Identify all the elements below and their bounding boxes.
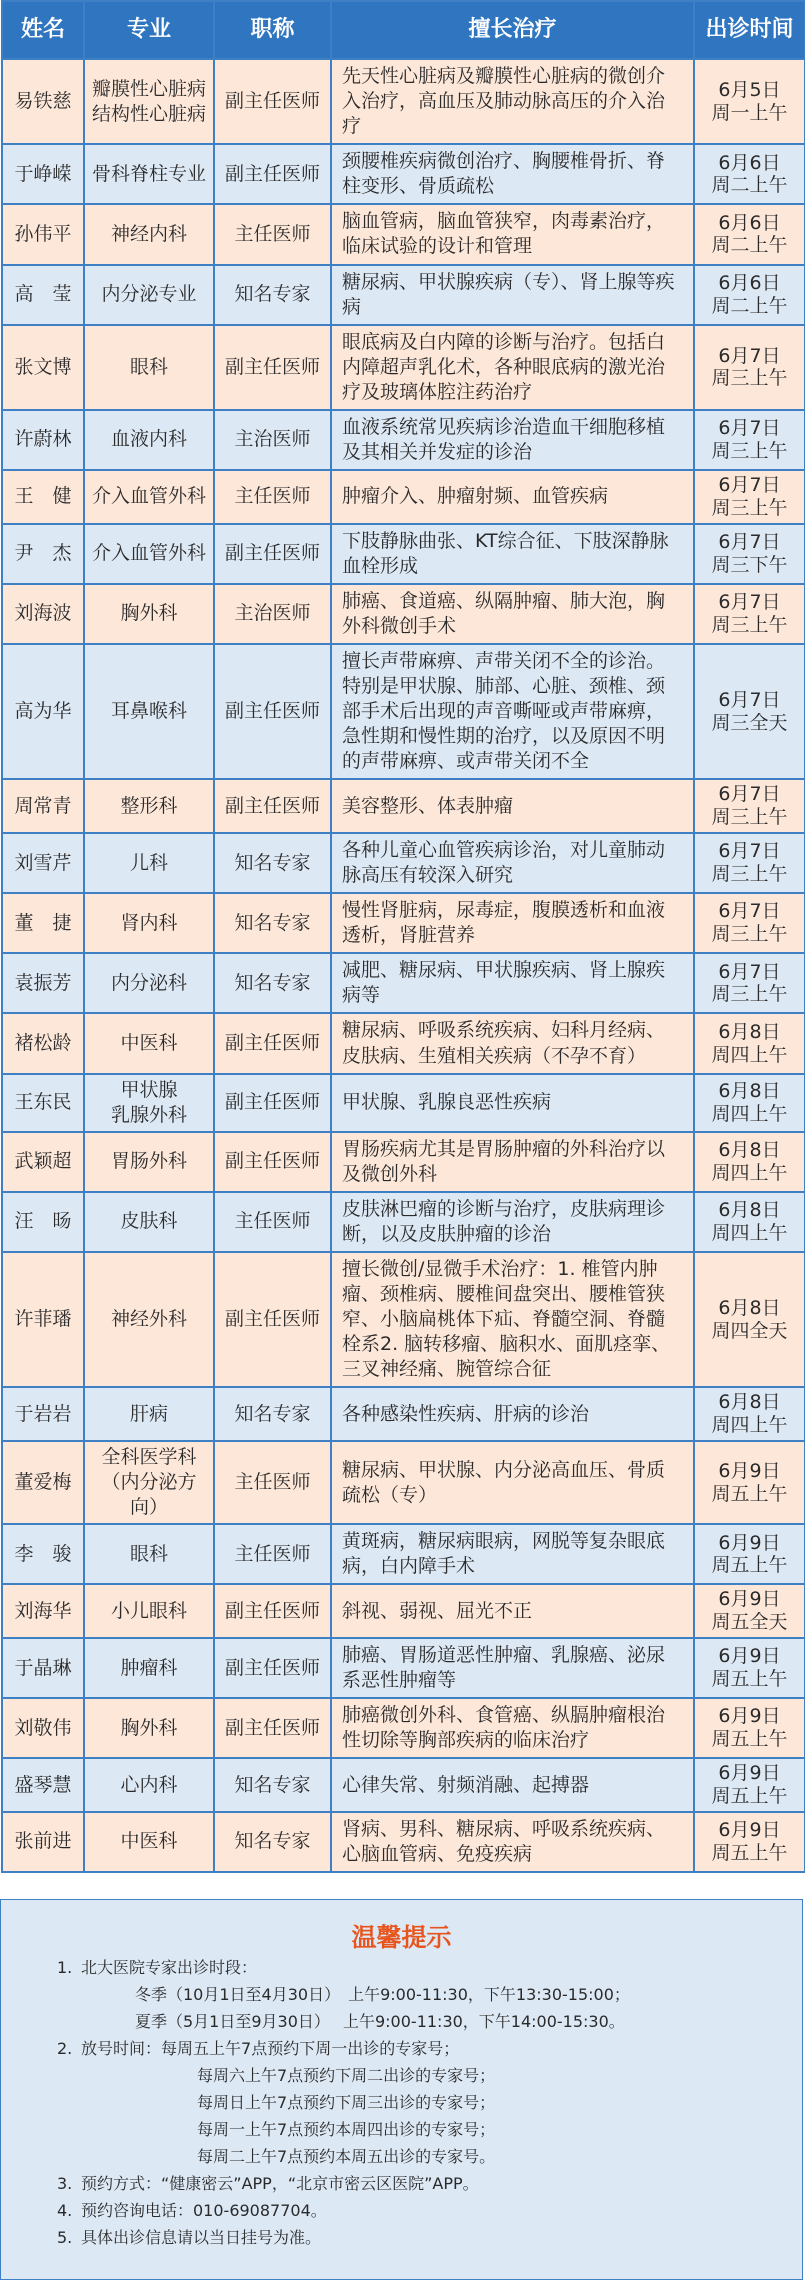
clinic-time: [694, 1584, 805, 1638]
clinic-session: 周五上午: [711, 1482, 788, 1505]
tip-item-3: [1, 2170, 802, 2197]
clinic-date: 6月7日: [718, 783, 781, 806]
doctor-name: 董爱梅: [2, 1441, 84, 1524]
doctor-department: [84, 144, 214, 204]
doctor-title: 副主任医师: [214, 1698, 331, 1758]
doctor-name: 于岩岩: [2, 1387, 84, 1441]
doctor-department: [84, 1387, 214, 1441]
doctor-title: 副主任医师: [214, 325, 331, 410]
table-row: [2, 410, 805, 470]
doctor-title: 知名专家: [214, 1812, 331, 1872]
doctor-specialty: 血液系统常见疾病诊治造血干细胞移植及其相关并发症的诊治: [331, 410, 694, 470]
department-line: 眼科: [129, 355, 168, 378]
doctor-specialty: 下肢静脉曲张、KT综合征、下肢深静脉血栓形成: [331, 524, 694, 584]
doctor-department: [84, 1074, 214, 1132]
doctor-title: 副主任医师: [214, 59, 331, 144]
tip-number: 4.: [57, 2201, 73, 2220]
department-line: （内分泌方向）: [101, 1471, 197, 1519]
doctor-specialty: 肿瘤介入、肿瘤射频、血管疾病: [331, 470, 694, 524]
clinic-session: 周五上午: [711, 1668, 788, 1691]
doctor-department: [84, 644, 214, 779]
doctor-title: 副主任医师: [214, 524, 331, 584]
doctor-specialty: 斜视、弱视、屈光不正: [331, 1584, 694, 1638]
doctor-specialty: 慢性肾脏病，尿毒症，腹膜透析和血液透析，肾脏营养: [331, 893, 694, 953]
doctor-department: [84, 410, 214, 470]
doctor-title: 知名专家: [214, 833, 331, 893]
clinic-session: 周三上午: [711, 863, 788, 886]
clinic-date: 6月5日: [718, 78, 781, 101]
doctor-name: 刘海波: [2, 584, 84, 644]
doctor-name: 汪 旸: [2, 1192, 84, 1252]
doctor-title: 副主任医师: [214, 1638, 331, 1698]
doctor-name: 刘海华: [2, 1584, 84, 1638]
doctor-title: 副主任医师: [214, 1584, 331, 1638]
table-row: [2, 1132, 805, 1192]
doctor-department: [84, 1584, 214, 1638]
department-line: 内分泌专业: [101, 283, 197, 306]
table-row: [2, 1758, 805, 1812]
department-line: 骨科脊柱专业: [91, 162, 206, 185]
table-row: [2, 1812, 805, 1872]
tip-number: 5.: [57, 2228, 73, 2247]
clinic-date: 6月7日: [718, 900, 781, 923]
doctor-department: [84, 1698, 214, 1758]
department-line: 肾内科: [120, 911, 178, 934]
table-row: [2, 325, 805, 410]
table-row: [2, 1192, 805, 1252]
doctor-department: [84, 584, 214, 644]
clinic-session: 周五上午: [711, 1785, 788, 1808]
doctor-title: 副主任医师: [214, 779, 331, 833]
header-title: 职称: [214, 1, 331, 59]
clinic-date: 6月9日: [718, 1705, 781, 1728]
tip-release-line: 每周二上午7点预约本周五出诊的专家号。: [197, 2147, 496, 2166]
tip-item-1: [1, 1954, 802, 1981]
clinic-date: 6月8日: [718, 1391, 781, 1414]
clinic-time: [694, 1638, 805, 1698]
doctor-schedule-table: [1, 0, 805, 1873]
table-row: [2, 524, 805, 584]
doctor-name: 孙伟平: [2, 204, 84, 264]
department-line: 神经内科: [110, 222, 187, 245]
table-row: [2, 644, 805, 779]
doctor-name: 刘雪芹: [2, 833, 84, 893]
doctor-specialty: 心律失常、射频消融、起搏器: [331, 1758, 694, 1812]
clinic-date: 6月7日: [718, 474, 781, 497]
doctor-department: [84, 1252, 214, 1387]
doctor-name: 许菲璠: [2, 1252, 84, 1387]
department-line: 耳鼻喉科: [110, 700, 187, 723]
table-row: [2, 833, 805, 893]
table-row: [2, 470, 805, 524]
doctor-name: 高 莹: [2, 265, 84, 325]
clinic-time: [694, 410, 805, 470]
doctor-department: [84, 524, 214, 584]
clinic-date: 6月8日: [718, 1139, 781, 1162]
table-row: [2, 1387, 805, 1441]
tip-release-line: 每周六上午7点预约下周二出诊的专家号；: [197, 2066, 496, 2085]
doctor-department: [84, 1524, 214, 1584]
clinic-session: 周四上午: [711, 1414, 788, 1437]
clinic-date: 6月7日: [718, 960, 781, 983]
table-row: [2, 1074, 805, 1132]
clinic-time: [694, 1132, 805, 1192]
clinic-time: [694, 1074, 805, 1132]
doctor-name: 王东民: [2, 1074, 84, 1132]
doctor-title: 副主任医师: [214, 144, 331, 204]
table-row: [2, 204, 805, 264]
clinic-time: [694, 1698, 805, 1758]
tips-list: [1, 1954, 802, 2251]
table-row: [2, 1524, 805, 1584]
tip-item-2: [1, 2035, 802, 2062]
department-line: 儿科: [129, 851, 168, 874]
doctor-department: [84, 833, 214, 893]
table-row: [2, 953, 805, 1013]
department-line: 结构性心脏病: [91, 102, 206, 125]
clinic-date: 6月9日: [718, 1588, 781, 1611]
doctor-department: [84, 204, 214, 264]
doctor-title: 主任医师: [214, 1441, 331, 1524]
table-row: [2, 779, 805, 833]
doctor-department: [84, 1758, 214, 1812]
clinic-date: 6月8日: [718, 1296, 781, 1319]
doctor-specialty: 擅长微创/显微手术治疗：1. 椎管内肿瘤、颈椎病、腰椎间盘突出、腰椎管狭窄、小脑扁桃体下疝、脊髓空洞、脊髓栓系2. 脑转移瘤、脑积水、面肌痉挛、三叉神经痛、腕管综合征: [331, 1252, 694, 1387]
table-row: [2, 1698, 805, 1758]
tip-item-5: [1, 2224, 802, 2251]
doctor-title: 副主任医师: [214, 1132, 331, 1192]
clinic-session: 周一上午: [711, 101, 788, 124]
tip-text: 预约咨询电话：010-69087704。: [81, 2201, 327, 2220]
doctor-name: 王 健: [2, 470, 84, 524]
doctor-title: 主治医师: [214, 584, 331, 644]
doctor-specialty: 甲状腺、乳腺良恶性疾病: [331, 1074, 694, 1132]
department-line: 神经外科: [110, 1308, 187, 1331]
doctor-title: 副主任医师: [214, 1074, 331, 1132]
department-line: 心内科: [120, 1773, 178, 1796]
clinic-date: 6月9日: [718, 1459, 781, 1482]
clinic-time: [694, 1013, 805, 1073]
clinic-time: [694, 1524, 805, 1584]
clinic-time: [694, 1252, 805, 1387]
clinic-date: 6月7日: [718, 840, 781, 863]
doctor-name: 高为华: [2, 644, 84, 779]
doctor-title: 主任医师: [214, 1192, 331, 1252]
tip-summer-hours: 夏季（5月1日至9月30日） 上午9:00-11:30，下午14:00-15:30。: [135, 2012, 625, 2031]
doctor-department: [84, 1638, 214, 1698]
doctor-department: [84, 265, 214, 325]
tip-release-line: 每周一上午7点预约本周四出诊的专家号；: [197, 2120, 496, 2139]
department-line: 肝病: [129, 1402, 168, 1425]
department-line: 皮肤科: [120, 1210, 178, 1233]
clinic-time: [694, 1812, 805, 1872]
doctor-name: 董 捷: [2, 893, 84, 953]
table-row: [2, 265, 805, 325]
clinic-session: 周二上午: [711, 174, 788, 197]
clinic-time: [694, 1192, 805, 1252]
clinic-date: 6月7日: [718, 344, 781, 367]
doctor-specialty: 美容整形、体表肿瘤: [331, 779, 694, 833]
doctor-specialty: 肺癌、胃肠道恶性肿瘤、乳腺癌、泌尿系恶性肿瘤等: [331, 1638, 694, 1698]
doctor-specialty: 眼底病及白内障的诊断与治疗。包括白内障超声乳化术，各种眼底病的激光治疗及玻璃体腔注药治疗: [331, 325, 694, 410]
clinic-session: 周三全天: [711, 711, 788, 734]
table-header-row: [2, 1, 805, 59]
department-line: 小儿眼科: [110, 1599, 187, 1622]
clinic-session: 周三上午: [711, 367, 788, 390]
doctor-department: [84, 470, 214, 524]
clinic-date: 6月8日: [718, 1020, 781, 1043]
doctor-name: 张前进: [2, 1812, 84, 1872]
tip-item-4: [1, 2197, 802, 2224]
doctor-specialty: 肺癌微创外科、食管癌、纵膈肿瘤根治性切除等胸部疾病的临床治疗: [331, 1698, 694, 1758]
clinic-time: [694, 265, 805, 325]
table-row: [2, 1584, 805, 1638]
clinic-date: 6月6日: [718, 151, 781, 174]
header-specialty: 擅长治疗: [331, 1, 694, 59]
clinic-session: 周三上午: [711, 440, 788, 463]
clinic-session: 周四上午: [711, 1102, 788, 1125]
header-name: 姓名: [2, 1, 84, 59]
table-row: [2, 144, 805, 204]
clinic-date: 6月7日: [718, 530, 781, 553]
table-row: [2, 1252, 805, 1387]
doctor-name: 盛琴慧: [2, 1758, 84, 1812]
clinic-date: 6月6日: [718, 271, 781, 294]
doctor-title: 知名专家: [214, 265, 331, 325]
doctor-department: [84, 325, 214, 410]
clinic-time: [694, 893, 805, 953]
tip-number: 2.: [57, 2039, 73, 2058]
doctor-title: 副主任医师: [214, 1252, 331, 1387]
department-line: 介入血管外科: [91, 485, 206, 508]
department-line: 瓣膜性心脏病: [91, 77, 206, 100]
doctor-name: 褚松龄: [2, 1013, 84, 1073]
doctor-name: 周常青: [2, 779, 84, 833]
doctor-name: 武颖超: [2, 1132, 84, 1192]
clinic-time: [694, 584, 805, 644]
tips-panel: [0, 1899, 803, 2280]
doctor-specialty: 减肥、糖尿病、甲状腺疾病、肾上腺疾病等: [331, 953, 694, 1013]
clinic-time: [694, 953, 805, 1013]
department-line: 内分泌科: [110, 971, 187, 994]
doctor-name: 许蔚林: [2, 410, 84, 470]
clinic-time: [694, 325, 805, 410]
department-line: 甲状腺: [120, 1078, 178, 1101]
doctor-name: 易铁慈: [2, 59, 84, 144]
tip-number: 3.: [57, 2174, 73, 2193]
doctor-title: 知名专家: [214, 1387, 331, 1441]
table-row: [2, 1638, 805, 1698]
doctor-department: [84, 953, 214, 1013]
tip-text: 放号时间：: [81, 2039, 162, 2058]
doctor-title: 知名专家: [214, 893, 331, 953]
doctor-title: 副主任医师: [214, 644, 331, 779]
doctor-department: [84, 1192, 214, 1252]
clinic-session: 周五上午: [711, 1728, 788, 1751]
clinic-time: [694, 470, 805, 524]
doctor-department: [84, 1441, 214, 1524]
table-body: [2, 59, 805, 1872]
table-row: [2, 59, 805, 144]
clinic-date: 6月9日: [718, 1762, 781, 1785]
table-row: [2, 1441, 805, 1524]
doctor-specialty: 脑血管病，脑血管狭窄，肉毒素治疗，临床试验的设计和管理: [331, 204, 694, 264]
header-clinic-time: 出诊时间: [694, 1, 805, 59]
department-line: 中医科: [120, 1031, 178, 1054]
doctor-name: 袁振芳: [2, 953, 84, 1013]
clinic-session: 周四上午: [711, 1043, 788, 1066]
doctor-title: 知名专家: [214, 953, 331, 1013]
clinic-date: 6月7日: [718, 417, 781, 440]
doctor-name: 于晶琳: [2, 1638, 84, 1698]
doctor-specialty: 肺癌、食道癌、纵隔肿瘤、肺大泡，胸外科微创手术: [331, 584, 694, 644]
clinic-session: 周四上午: [711, 1222, 788, 1244]
doctor-specialty: 黄斑病，糖尿病眼病，网脱等复杂眼底病，白内障手术: [331, 1524, 694, 1584]
tip-release-line: 每周日上午7点预约下周三出诊的专家号；: [197, 2093, 496, 2112]
tip-text: 具体出诊信息请以当日挂号为准。: [81, 2228, 322, 2247]
doctor-title: 主任医师: [214, 204, 331, 264]
doctor-specialty: 糖尿病、甲状腺、内分泌高血压、骨质疏松（专）: [331, 1441, 694, 1524]
clinic-time: [694, 779, 805, 833]
doctor-title: 知名专家: [214, 1758, 331, 1812]
doctor-specialty: 皮肤淋巴瘤的诊断与治疗，皮肤病理诊断，以及皮肤肿瘤的诊治: [331, 1192, 694, 1252]
doctor-name: 刘敬伟: [2, 1698, 84, 1758]
doctor-title: 主治医师: [214, 410, 331, 470]
tip-text: 预约方式：“健康密云”APP，“北京市密云区医院”APP。: [81, 2174, 479, 2193]
clinic-time: [694, 144, 805, 204]
clinic-session: 周三上午: [711, 613, 788, 636]
clinic-date: 6月9日: [718, 1819, 781, 1842]
clinic-session: 周三上午: [711, 806, 788, 829]
doctor-name: 于峥嵘: [2, 144, 84, 204]
department-line: 中医科: [120, 1830, 178, 1853]
department-line: 胸外科: [120, 602, 178, 625]
clinic-time: [694, 524, 805, 584]
tip-number: 1.: [57, 1958, 73, 1977]
doctor-department: [84, 893, 214, 953]
clinic-date: 6月9日: [718, 1531, 781, 1554]
tip-text: 北大医院专家出诊时段：: [81, 1958, 258, 1977]
clinic-session: 周四上午: [711, 1161, 788, 1184]
doctor-name: 尹 杰: [2, 524, 84, 584]
clinic-session: 周二上午: [711, 294, 788, 317]
clinic-session: 周三上午: [711, 923, 788, 946]
doctor-specialty: 肾病、男科、糖尿病、呼吸系统疾病、心脑血管病、免疫疾病: [331, 1812, 694, 1872]
doctor-title: 主任医师: [214, 1524, 331, 1584]
department-line: 血液内科: [110, 428, 187, 451]
doctor-specialty: 胃肠疾病尤其是胃肠肿瘤的外科治疗以及微创外科: [331, 1132, 694, 1192]
clinic-date: 6月6日: [718, 211, 781, 234]
doctor-specialty: 颈腰椎疾病微创治疗、胸腰椎骨折、脊柱变形、骨质疏松: [331, 144, 694, 204]
tips-title: 温馨提示: [351, 1923, 452, 1952]
doctor-name: 李 骏: [2, 1524, 84, 1584]
doctor-title: 主任医师: [214, 470, 331, 524]
department-line: 乳腺外科: [110, 1103, 187, 1126]
clinic-date: 6月9日: [718, 1645, 781, 1668]
clinic-time: [694, 59, 805, 144]
table-row: [2, 1013, 805, 1073]
doctor-specialty: 各种感染性疾病、肝病的诊治: [331, 1387, 694, 1441]
clinic-time: [694, 1441, 805, 1524]
table-row: [2, 584, 805, 644]
doctor-department: [84, 779, 214, 833]
clinic-time: [694, 204, 805, 264]
clinic-date: 6月7日: [718, 688, 781, 711]
clinic-date: 6月7日: [718, 591, 781, 614]
clinic-session: 周五上午: [711, 1842, 788, 1865]
clinic-time: [694, 1758, 805, 1812]
doctor-department: [84, 59, 214, 144]
doctor-specialty: 先天性心脏病及瓣膜性心脏病的微创介入治疗，高血压及肺动脉高压的介入治疗: [331, 59, 694, 144]
clinic-session: 周五全天: [711, 1611, 788, 1634]
doctor-department: [84, 1812, 214, 1872]
department-line: 介入血管外科: [91, 542, 206, 565]
department-line: 整形科: [120, 794, 178, 817]
doctor-specialty: 糖尿病、甲状腺疾病（专）、肾上腺等疾病: [331, 265, 694, 325]
doctor-department: [84, 1132, 214, 1192]
doctor-specialty: 各种儿童心血管疾病诊治，对儿童肺动脉高压有较深入研究: [331, 833, 694, 893]
doctor-specialty: 糖尿病、呼吸系统疾病、妇科月经病、皮肤病、生殖相关疾病（不孕不育）: [331, 1013, 694, 1073]
clinic-date: 6月8日: [718, 1199, 781, 1222]
clinic-session: 周三上午: [711, 496, 788, 519]
department-line: 全科医学科: [101, 1446, 197, 1469]
table-row: [2, 893, 805, 953]
clinic-session: 周五上午: [711, 1554, 788, 1577]
clinic-time: [694, 833, 805, 893]
header-department: 专业: [84, 1, 214, 59]
clinic-session: 周四全天: [711, 1319, 788, 1342]
clinic-session: 周三上午: [711, 983, 788, 1006]
doctor-title: 副主任医师: [214, 1013, 331, 1073]
clinic-time: [694, 1387, 805, 1441]
department-line: 胃肠外科: [110, 1150, 187, 1173]
tip-release-line: 每周五上午7点预约下周一出诊的专家号；: [161, 2039, 460, 2058]
department-line: 眼科: [129, 1542, 168, 1565]
tip-winter-hours: 冬季（10月1日至4月30日） 上午9:00-11:30，下午13:30-15:00；: [135, 1985, 630, 2004]
doctor-department: [84, 1013, 214, 1073]
clinic-session: 周三下午: [711, 553, 788, 576]
doctor-specialty: 擅长声带麻痹、声带关闭不全的诊治。特别是甲状腺、肺部、心脏、颈椎、颈部手术后出现的声音嘶哑或声带麻痹，急性期和慢性期的治疗，以及原因不明的声带麻痹、或声带关闭不全: [331, 644, 694, 779]
clinic-date: 6月8日: [718, 1079, 781, 1102]
clinic-session: 周二上午: [711, 234, 788, 257]
department-line: 肿瘤科: [120, 1656, 178, 1679]
department-line: 胸外科: [120, 1716, 178, 1739]
clinic-time: [694, 644, 805, 779]
doctor-name: 张文博: [2, 325, 84, 410]
